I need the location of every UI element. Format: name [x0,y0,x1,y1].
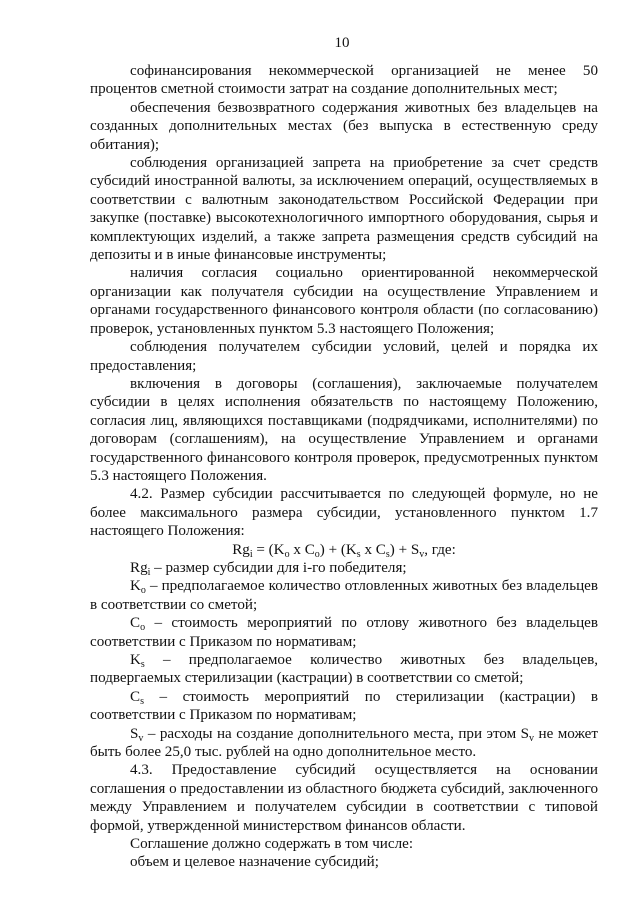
paragraph-cofinancing: софинансирования некоммерческой организацией не менее 50 процентов сметной стоимости затрат на создание дополнительных мест; [90,63,598,98]
paragraph-inspection-consent: наличия согласия социально ориентированной некоммерческой организации как получателя субсидии на осуществление Управлением и органами государственного финансового контроля области (по согласованию) проверок, установленных пунктом 5.3 настоящего Положения; [90,265,598,337]
subsidy-formula: $Rg_i = (K_o$ x $C_o) + (K_s$ x $C_s) + S_v$, где: [232,541,456,560]
definition-cs: $C_s$ – стоимость мероприятий по стерилизации (кастрации) в соответствии с Приказом по нормативам; [90,688,598,724]
definition-sv: $S_v$ – расходы на создание дополнительного места, при этом $S_v$ не может быть более 25,0 тыс. рублей на одно дополнительное место. [90,725,598,761]
paragraph-irrevocable-keeping: обеспечения безвозвратного содержания животных без владельцев на созданных дополнительных местах (без выпуска в естественную среду обитания); [90,99,598,153]
document-body [90,62,598,872]
paragraph-conditions-compliance: соблюдения получателем субсидии условий, целей и порядка их предоставления; [90,339,598,374]
paragraph-agreement-contents: Соглашение должно содержать в том числе: [130,836,414,853]
definition-co: $C_o$ – стоимость мероприятий по отлову животного без владельцев соответствии с Приказом по нормативам; [90,615,598,650]
definition-rg: $Rg_i$ – размер субсидии для i-го победителя; [130,559,407,578]
definition-ks: $K_s$ – предполагаемое количество животных без владельцев, подвергаемых стерилизации (кастрации) в соответствии со сметой; [90,652,598,687]
page-number: 10 [334,35,350,51]
paragraph-currency-ban: соблюдения организацией запрета на приобретение за счет средств субсидий иностранной валюты, за исключением операций, осуществляемых в соответствии с валютным законодательством Российской Федерации при закупке (поставке) высокотехнологичного импортного оборудования, сырья и комплектующих изделий, а также запрета размещения средств субсидий на депозиты и в иные финансовые инструменты; [90,155,598,264]
paragraph-contract-consent: включения в договоры (соглашения), заключаемые получателем субсидии в целях исполнения обязательств по настоящему Положению, согласия лиц, являющихся поставщиками (подрядчиками, исполнителями) по договорам (соглашениям), на осуществление Управлением и органами государственного финансового контроля проверок, предусмотренных пунктом 5.3 настоящего Положения. [90,375,598,484]
paragraph-4-3-agreement: 4.3. Предоставление субсидий осуществляется на основании соглашения о предоставлении из областного бюджета субсидий, заключенного между Управлением и получателем субсидии в соответствии с типовой формой, утвержденной министерством финансов области. [90,762,598,834]
definition-ko: $K_o$ – предполагаемое количество отловленных животных без владельцев в соответствии со сметой; [90,578,598,613]
paragraph-4-2-subsidy-size: 4.2. Размер субсидии рассчитывается по следующей формуле, но не более максимального размера субсидии, установленного пунктом 1.7 настоящего Положения: [90,486,598,540]
paragraph-volume-purpose: объем и целевое назначение субсидий; [130,854,379,871]
